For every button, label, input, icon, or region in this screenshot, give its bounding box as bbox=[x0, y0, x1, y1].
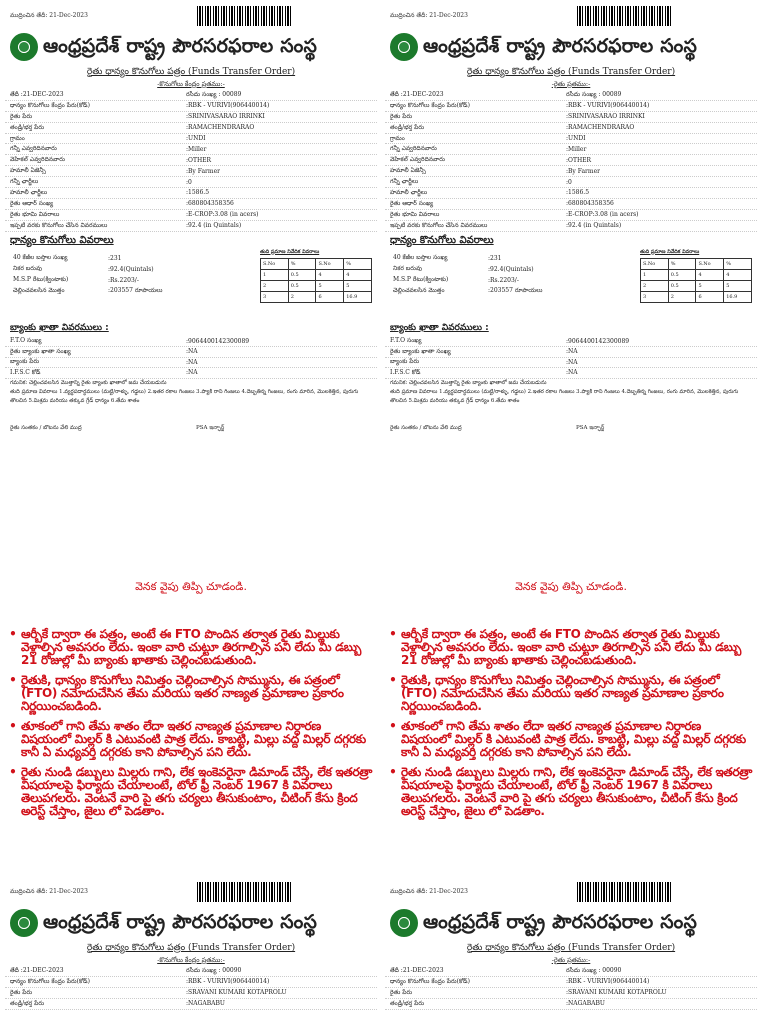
field-row: రైతు భూమి వివరాలు :E-CROP:3.08 (in acers) bbox=[385, 210, 757, 221]
list-item: • తూకంలో గాని తేమ శాతం లేదా ఇతర నాణ్యత ప్రమాణాల నిర్ధారణ విషయంలో మిల్లర్ కి ఎటువంటి పాత్ర లేదు. కాబట్టి, మిల్లు వద్ద మిల్లర్ దగ్గరకు కానీ ఏ మధ్యవర్తి దగ్గరకు కాని పోవాల్సిన పని లేదు. bbox=[385, 720, 757, 759]
copy-type: -కొనుగోలు కేంద్రం ప్రతము:- bbox=[157, 80, 225, 88]
barcode bbox=[577, 6, 673, 26]
bullet-icon: • bbox=[389, 673, 397, 687]
copy-type: -కొనుగోలు కేంద్రం ప్రతము:- bbox=[157, 956, 225, 964]
bank-section-title: బ్యాంకు ఖాతా వివరములు : bbox=[390, 322, 489, 333]
table-cell: 0.5 bbox=[288, 280, 316, 291]
doc-title: రైతు ధాన్యం కొనుగోలు పత్రం (Funds Transfer Order) bbox=[466, 943, 676, 953]
table-cell: 2 bbox=[261, 280, 289, 291]
quality-title: తుది ప్రమాణ నివేదిక వివరాలు bbox=[640, 248, 700, 255]
bullet-icon: • bbox=[389, 765, 397, 779]
field-row: హమాలీ ఛార్జీలు :1586.5 bbox=[385, 188, 757, 199]
copy-type: -రైతు ప్రతము:- bbox=[551, 956, 591, 964]
print-date: ముద్రించిన తేదీ: 21-Dec-2023 bbox=[10, 888, 88, 895]
quality-title: తుది ప్రమాణ నివేదిక వివరాలు bbox=[260, 248, 320, 255]
grain-row: 40 కేజీల బస్తాల సంఖ్య :231 bbox=[393, 254, 502, 262]
list-item: • ఆర్బీకే ద్వారా ఈ పత్రం, అంటే ఈ FTO పొందిన తర్వాత రైతు మిల్లుకు వెళ్లాల్సిన అవసరం లేదు. ఇంకా వారి చుట్టూ తిరగాల్సిన పని లేదు మీ డబ్బు 21 రోజుల్లో మీ బ్యాంకు ఖాతాకు చెల్లించబడుతుంది. bbox=[5, 628, 377, 667]
list-item: • తూకంలో గాని తేమ శాతం లేదా ఇతర నాణ్యత ప్రమాణాల నిర్ధారణ విషయంలో మిల్లర్ కి ఎటువంటి పాత్ర లేదు. కాబట్టి, మిల్లు వద్ద మిల్లర్ దగ్గరకు కానీ ఏ మధ్యవర్తి దగ్గరకు కాని పోవాల్సిన పని లేదు. bbox=[5, 720, 377, 759]
list-item: • రైతు నుండి డబ్బులు మిల్లరు గాని, లేక ఇంకెవరైనా డిమాండ్ చేస్తే, లేక ఇతరత్రా విషయాలపై ఫిర్యాదు చేయాలంటే, టోల్ ఫ్రీ నెంబర్ 1967 కి వివరాలు తెలుపగలరు. వెంటనే వారి పై తగు చర్యలు తీసుకుంటాం, చీటింగ్ కేసు క్రింద అరెస్ట్ చేస్తాం, జైలు లో పెడతాం. bbox=[385, 766, 757, 818]
bank-details bbox=[5, 337, 377, 379]
org-name: ఆంధ్రప్రదేశ్ రాష్ట్ర పౌరసరఫరాల సంస్థ bbox=[43, 911, 317, 933]
grain-details bbox=[385, 249, 757, 317]
barcode bbox=[197, 882, 293, 902]
civil-supplies-logo bbox=[10, 33, 38, 61]
table-cell: 4 bbox=[724, 269, 752, 280]
payment-note: గమనిక: చెల్లించవలసిన మొత్తాన్ని రైతు బ్యాంకు ఖాతాలో జమ చేయబడును bbox=[390, 379, 547, 386]
bullet-icon: • bbox=[9, 673, 17, 687]
fto-slip bbox=[385, 6, 757, 432]
list-item: • రైతుకి, ధాన్యం కొనుగోలు నిమిత్తం చెల్లించాల్సిన సొమ్మును, ఈ పత్రంలో (FTO) నమోదుచేసిన తేమ మరియు ఇతర నాణ్యత ప్రమాణాల ప్రకారం నిర్ణయించబడింది. bbox=[385, 674, 757, 713]
table-cell: 0.5 bbox=[668, 280, 696, 291]
field-row: తండ్రి/భర్త పేరు :RAMACHENDRARAO bbox=[5, 123, 377, 134]
date-row: తేదీ :21-DEC-2023 రసీదు సంఖ్య : 00090 bbox=[385, 966, 757, 977]
grain-row: 40 కేజీల బస్తాల సంఖ్య :231 bbox=[13, 254, 122, 262]
print-date: ముద్రించిన తేదీ: 21-Dec-2023 bbox=[10, 12, 88, 19]
instructions-list bbox=[385, 628, 757, 825]
list-item: • రైతుకి, ధాన్యం కొనుగోలు నిమిత్తం చెల్లించాల్సిన సొమ్మును, ఈ పత్రంలో (FTO) నమోదుచేసిన తేమ మరియు ఇతర నాణ్యత ప్రమాణాల ప్రకారం నిర్ణయించబడింది. bbox=[5, 674, 377, 713]
table-cell: 1 bbox=[641, 269, 669, 280]
table-cell: 5 bbox=[316, 280, 344, 291]
grain-row: నికర బరువు :92.4(Quintals) bbox=[13, 265, 154, 273]
field-row: తండ్రి/భర్త పేరు :RAMACHENDRARAO bbox=[385, 123, 757, 134]
table-cell: 6 bbox=[316, 291, 344, 302]
table-cell: % bbox=[724, 258, 752, 269]
field-row: వెహికల్ ఎవ్వరిదినవారు :OTHER bbox=[5, 155, 377, 166]
instructions-list bbox=[5, 628, 377, 825]
bank-section-title: బ్యాంకు ఖాతా వివరములు : bbox=[10, 322, 109, 333]
table-cell: S.No bbox=[641, 258, 669, 269]
grain-row: చెల్లించవలసిన మొత్తం :203557 రూపాయలు bbox=[13, 287, 163, 295]
fto-slip bbox=[5, 6, 377, 432]
table-cell: 16.9 bbox=[344, 291, 372, 302]
bullet-icon: • bbox=[389, 627, 397, 641]
table-cell: 2 bbox=[641, 280, 669, 291]
copy-type: -రైతు ప్రతము:- bbox=[551, 80, 591, 88]
table-cell: % bbox=[288, 258, 316, 269]
farmer-signature-label: రైతు సంతకం / బొటను వేలి ముద్ర bbox=[390, 424, 462, 431]
turn-over-note: వెనక వైపు తిప్పి చూడండి. bbox=[135, 580, 247, 593]
table-cell: 1 bbox=[261, 269, 289, 280]
grain-row: M.S.P రేటు(క్వింటాకు) :Rs.2203/- bbox=[13, 276, 139, 284]
field-row: హమాలీ ఏజెన్సీ :By Farmer bbox=[5, 166, 377, 177]
signature-row bbox=[5, 424, 377, 432]
quality-table bbox=[640, 249, 752, 303]
field-row: హమాలీ ఛార్జీలు :1586.5 bbox=[5, 188, 377, 199]
bullet-icon: • bbox=[389, 719, 397, 733]
field-row: రైతు భూమి వివరాలు :E-CROP:3.08 (in acers) bbox=[5, 210, 377, 221]
bank-row: I.F.S.C కోడ్ :NA bbox=[385, 368, 757, 379]
fto-slip-2 bbox=[5, 882, 377, 1010]
grain-row: M.S.P రేటు(క్వింటాకు) :Rs.2203/- bbox=[393, 276, 519, 284]
field-row: వెహికల్ ఎవ్వరిదినవారు :OTHER bbox=[385, 155, 757, 166]
date-row: తేదీ :21-DEC-2023 రసీదు సంఖ్య : 00089 bbox=[5, 90, 377, 101]
table-cell: S.No bbox=[696, 258, 724, 269]
field-row: రైతు పేరు :SRINIVASARAO IRRINKI bbox=[5, 112, 377, 123]
org-name: ఆంధ్రప్రదేశ్ రాష్ట్ర పౌరసరఫరాల సంస్థ bbox=[423, 35, 697, 57]
field-row: హమాలీ ఏజెన్సీ :By Farmer bbox=[385, 166, 757, 177]
bank-row: రైతు బ్యాంకు ఖాతా సంఖ్య :NA bbox=[385, 347, 757, 358]
field-row: తండ్రి/భర్త పేరు :NAGABABU bbox=[385, 999, 757, 1010]
bank-row: బ్యాంకు పేరు :NA bbox=[385, 358, 757, 369]
table-cell: 0.5 bbox=[668, 269, 696, 280]
field-row: రైతు పేరు :SRAVANI KUMARI KOTAPROLU bbox=[385, 988, 757, 999]
field-row: గన్నీ ఛార్జీలు :0 bbox=[5, 177, 377, 188]
bullet-icon: • bbox=[9, 765, 17, 779]
field-row: గ్రామం :UNDI bbox=[5, 134, 377, 145]
print-date: ముద్రించిన తేదీ: 21-Dec-2023 bbox=[390, 888, 468, 895]
signature-row bbox=[385, 424, 757, 432]
table-cell: 6 bbox=[696, 291, 724, 302]
field-row: రైతు పేరు :SRAVANI KUMARI KOTAPROLU bbox=[5, 988, 377, 999]
table-cell: 3 bbox=[261, 291, 289, 302]
field-row: గన్నీ ఛార్జీలు :0 bbox=[385, 177, 757, 188]
field-row: ధాన్యం కొనుగోలు కేంద్రం పేరు(కోడ్) :RBK - VURIVI(906440014) bbox=[5, 101, 377, 112]
grain-row: నికర బరువు :92.4(Quintals) bbox=[393, 265, 534, 273]
print-date: ముద్రించిన తేదీ: 21-Dec-2023 bbox=[390, 12, 468, 19]
field-row: గన్నీ ఎవ్వరిదినవారు :Miller bbox=[385, 144, 757, 155]
field-row: రైతు ఆధార్ సంఖ్య :680804358356 bbox=[5, 199, 377, 210]
payment-note: గమనిక: చెల్లించవలసిన మొత్తాన్ని రైతు బ్యాంకు ఖాతాలో జమ చేయబడును bbox=[10, 379, 167, 386]
grain-row: చెల్లించవలసిన మొత్తం :203557 రూపాయలు bbox=[393, 287, 543, 295]
table-cell: % bbox=[344, 258, 372, 269]
farmer-signature-label: రైతు సంతకం / బొటను వేలి ముద్ర bbox=[10, 424, 82, 431]
grain-details bbox=[5, 249, 377, 317]
table-cell: 5 bbox=[724, 280, 752, 291]
date-row: తేదీ :21-DEC-2023 రసీదు సంఖ్య : 00090 bbox=[5, 966, 377, 977]
bullet-icon: • bbox=[9, 719, 17, 733]
list-item: • ఆర్బీకే ద్వారా ఈ పత్రం, అంటే ఈ FTO పొందిన తర్వాత రైతు మిల్లుకు వెళ్లాల్సిన అవసరం లేదు. ఇంకా వారి చుట్టూ తిరగాల్సిన పని లేదు మీ డబ్బు 21 రోజుల్లో మీ బ్యాంకు ఖాతాకు చెల్లించబడుతుంది. bbox=[385, 628, 757, 667]
table-cell: 16.9 bbox=[724, 291, 752, 302]
quality-legend: తుది ప్రమాణ వివరాలు 1.వ్యర్థపదార్ధములు (మట్టి/రాళ్ళు, గడ్డలు) 2.ఇతర రకాల గింజలు 3.ప్యాకి రాని గింజలు 4.దెబ్బతిన్న గింజలు, రంగు మారిన, మొలకెత్తిన, పురుగు తొలచిన 5.మిశ్రమ మరియు తక్కువ గ్రేడ్ ధాన్యం 6.తేమ శాతం bbox=[10, 388, 359, 404]
doc-title: రైతు ధాన్యం కొనుగోలు పత్రం (Funds Transfer Order) bbox=[466, 67, 676, 77]
quality-table bbox=[260, 249, 372, 303]
table-cell: 5 bbox=[696, 280, 724, 291]
barcode bbox=[197, 6, 293, 26]
table-cell: 3 bbox=[641, 291, 669, 302]
civil-supplies-logo bbox=[10, 909, 38, 937]
field-row: ఇప్పటి వరకు కొనుగోలు చేసిన వివరములు :92.4 (in Quintals) bbox=[5, 221, 377, 232]
table-cell: % bbox=[668, 258, 696, 269]
bullet-icon: • bbox=[9, 627, 17, 641]
table-cell: S.No bbox=[261, 258, 289, 269]
doc-title: రైతు ధాన్యం కొనుగోలు పత్రం (Funds Transfer Order) bbox=[86, 67, 296, 77]
table-cell: 2 bbox=[288, 291, 316, 302]
quality-legend: తుది ప్రమాణ వివరాలు 1.వ్యర్థపదార్ధములు (మట్టి/రాళ్ళు, గడ్డలు) 2.ఇతర రకాల గింజలు 3.ప్యాకి రాని గింజలు 4.దెబ్బతిన్న గింజలు, రంగు మారిన, మొలకెత్తిన, పురుగు తొలచిన 5.మిశ్రమ మరియు తక్కువ గ్రేడ్ ధాన్యం 6.తేమ శాతం bbox=[390, 388, 739, 404]
bank-row: F.T.O సంఖ్య :9064400142300089 bbox=[5, 337, 377, 348]
field-row: గన్నీ ఎవ్వరిదినవారు :Miller bbox=[5, 144, 377, 155]
bank-details bbox=[385, 337, 757, 379]
list-item: • రైతు నుండి డబ్బులు మిల్లరు గాని, లేక ఇంకెవరైనా డిమాండ్ చేస్తే, లేక ఇతరత్రా విషయాలపై ఫిర్యాదు చేయాలంటే, టోల్ ఫ్రీ నెంబర్ 1967 కి వివరాలు తెలుపగలరు. వెంటనే వారి పై తగు చర్యలు తీసుకుంటాం, చీటింగ్ కేసు క్రింద అరెస్ట్ చేస్తాం, జైలు లో పెడతాం. bbox=[5, 766, 377, 818]
bank-row: బ్యాంకు పేరు :NA bbox=[5, 358, 377, 369]
doc-title: రైతు ధాన్యం కొనుగోలు పత్రం (Funds Transfer Order) bbox=[86, 943, 296, 953]
org-name: ఆంధ్రప్రదేశ్ రాష్ట్ర పౌరసరఫరాల సంస్థ bbox=[43, 35, 317, 57]
field-row: ధాన్యం కొనుగోలు కేంద్రం పేరు(కోడ్) :RBK - VURIVI(906440014) bbox=[385, 101, 757, 112]
field-row: ఇప్పటి వరకు కొనుగోలు చేసిన వివరములు :92.4 (in Quintals) bbox=[385, 221, 757, 232]
fto-slip-2 bbox=[385, 882, 757, 1010]
bank-row: రైతు బ్యాంకు ఖాతా సంఖ్య :NA bbox=[5, 347, 377, 358]
bank-row: F.T.O సంఖ్య :9064400142300089 bbox=[385, 337, 757, 348]
psa-incharge-label: PSA ఇన్ఛార్జ్ bbox=[576, 424, 605, 431]
field-row: ధాన్యం కొనుగోలు కేంద్రం పేరు(కోడ్) :RBK - VURIVI(906440014) bbox=[385, 977, 757, 988]
date-row: తేదీ :21-DEC-2023 రసీదు సంఖ్య : 00089 bbox=[385, 90, 757, 101]
table-cell: 5 bbox=[344, 280, 372, 291]
table-cell: 4 bbox=[696, 269, 724, 280]
table-cell: 4 bbox=[344, 269, 372, 280]
field-row: గ్రామం :UNDI bbox=[385, 134, 757, 145]
table-cell: 0.5 bbox=[288, 269, 316, 280]
farmer-fields bbox=[5, 101, 377, 232]
field-row: రైతు ఆధార్ సంఖ్య :680804358356 bbox=[385, 199, 757, 210]
table-cell: S.No bbox=[316, 258, 344, 269]
table-cell: 4 bbox=[316, 269, 344, 280]
civil-supplies-logo bbox=[390, 33, 418, 61]
field-row: రైతు పేరు :SRINIVASARAO IRRINKI bbox=[385, 112, 757, 123]
grain-section-title: ధాన్యం కొనుగోలు వివరాలు bbox=[10, 234, 114, 246]
field-row: ధాన్యం కొనుగోలు కేంద్రం పేరు(కోడ్) :RBK - VURIVI(906440014) bbox=[5, 977, 377, 988]
table-cell: 2 bbox=[668, 291, 696, 302]
psa-incharge-label: PSA ఇన్ఛార్జ్ bbox=[196, 424, 225, 431]
farmer-fields bbox=[385, 101, 757, 232]
barcode bbox=[577, 882, 673, 902]
field-row: తండ్రి/భర్త పేరు :NAGABABU bbox=[5, 999, 377, 1010]
civil-supplies-logo bbox=[390, 909, 418, 937]
grain-section-title: ధాన్యం కొనుగోలు వివరాలు bbox=[390, 234, 494, 246]
bank-row: I.F.S.C కోడ్ :NA bbox=[5, 368, 377, 379]
turn-over-note: వెనక వైపు తిప్పి చూడండి. bbox=[515, 580, 627, 593]
org-name: ఆంధ్రప్రదేశ్ రాష్ట్ర పౌరసరఫరాల సంస్థ bbox=[423, 911, 697, 933]
